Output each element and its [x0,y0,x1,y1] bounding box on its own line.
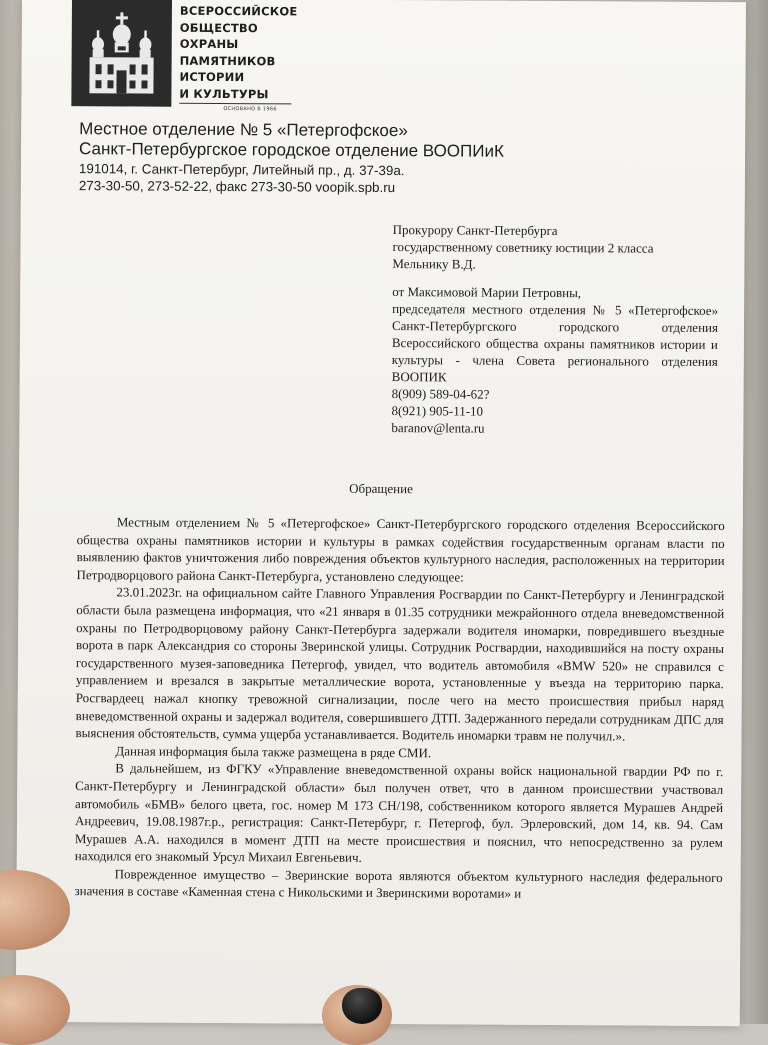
logo-line: ОХРАНЫ [179,36,239,52]
logo-line: ОБЩЕСТВО [179,20,258,35]
document-body [74,513,724,904]
logo-line: И КУЛЬТУРЫ [179,86,269,101]
letterhead-branch-name: Местное отделение № 5 «Петергофское» [79,119,408,141]
body-paragraph: В дальнейшем, из ФГКУ «Управление вневедомственной охраны войск национальной гвардии РФ по г. Санкт-Петербургу и Ленинградской области» был получен ответ, что в данном происшествии участвовал автомобиль «БМВ» белого цвета, гос. номер М 173 СН/198, собственником которого является Мурашев Андрей Андреевич, 19.08.1987г.р., регистрация: Санкт-Петербург, г. Петергоф, бул. Эрлеровский, дом 14, кв. 94. Сам Мурашев А.А. находился в момент ДТП на месте происшествия и пояснил, что непосредственно за рулем находился его знакомый Урсул Михаил Евгеньевич. [74,760,724,866]
addressee-block [392,221,718,274]
letterhead-contacts: 273-30-50, 273-52-22, факс 273-30-50 voopik.spb.ru [78,178,396,196]
sender-name: от Максимовой Марии Петровны, [392,284,582,301]
sender-phone: 8(909) 589-04-62? [391,386,490,402]
addressee-line: Прокурору Санкт-Петербурга [392,222,558,239]
letterhead-organization: Санкт-Петербургское городское отделение ВООПИиК [79,139,504,161]
voopik-logo-emblem [71,0,172,107]
body-paragraph: Поврежденное имущество – Зверинские ворота являются объектом культурного наследия федерального значения в составе «Каменная стена с Никольскими и Зверинскими воротами» и [74,866,723,902]
letterhead-address: 191014, г. Санкт-Петербург, Литейный пр., д. 37-39а. [78,161,405,179]
sender-phone: 8(921) 905-11-10 [391,403,484,419]
logo-line: ПАМЯТНИКОВ [179,53,276,68]
addressee-line: Мельнику В.Д. [392,256,476,272]
addressee-line: государственному советнику юстиции 2 класса [392,239,654,256]
document-page [16,0,746,1026]
body-paragraph: Данная информация была также размещена в ряде СМИ. [115,743,432,761]
sender-block [391,283,718,438]
logo-divider [179,103,291,105]
fingernail [342,988,382,1024]
logo-line: ИСТОРИИ [179,69,245,85]
body-paragraph: Местным отделением № 5 «Петергофское» Санкт-Петербургского городского отделения Всероссийского общества охраны памятников истории и культуры в рамках содействия государственным органам власти по выявлению фактов уничтожения либо повреждения объектов культурного наследия, расположенных на территории Петродворцового района Санкт-Петербурга, установлено следующее: [76,514,725,585]
body-paragraph: 23.01.2023г. на официальном сайте Главного Управления Росгвардии по Санкт-Петербургу и Ленинградской области была размещена информация, что «21 января в 01.35 сотрудники межрайонного отдела вневедомственной охраны по Петродворцовому району Санкт-Петербурга задержали водителя иномарки, повредившего въездные ворота в парк Александрия со стороны Зверинской улицы. Сотрудник Росгвардии, находившийся на посту охраны государственного музея-заповедника Петергоф, увидел, что водитель автомобиля «BMW 520» не справился с управлением и врезался в закрытые металлические ворота, установленные у въезда на территорию парка. Росгвардеец нажал кнопку тревожной сигнализации, после чего на место происшествия прибыл наряд вневедомственной охраны и задержал водителя, совершившего ДТП. Задержанного передали сотрудникам ДПС для выяснения обстоятельств, сумма ущерба устанавливается. Водитель иномарки травм не получил.». [75,584,725,744]
logo-wordmark [179,3,297,103]
logo-founded-year: ОСНОВАНО В 1966 [223,106,277,113]
logo-line: ВСЕРОССИЙСКОЕ [179,3,298,19]
sender-email: baranov@lenta.ru [391,420,485,436]
sender-position: председателя местного отделения № 5 «Петергофское» Санкт-Петербургского городского отделения Всероссийского общества охраны памятников истории и культуры - члена Совета регионального отделения ВООПИК [391,301,719,385]
document-title: Обращение [349,480,413,497]
church-icon [81,10,162,96]
